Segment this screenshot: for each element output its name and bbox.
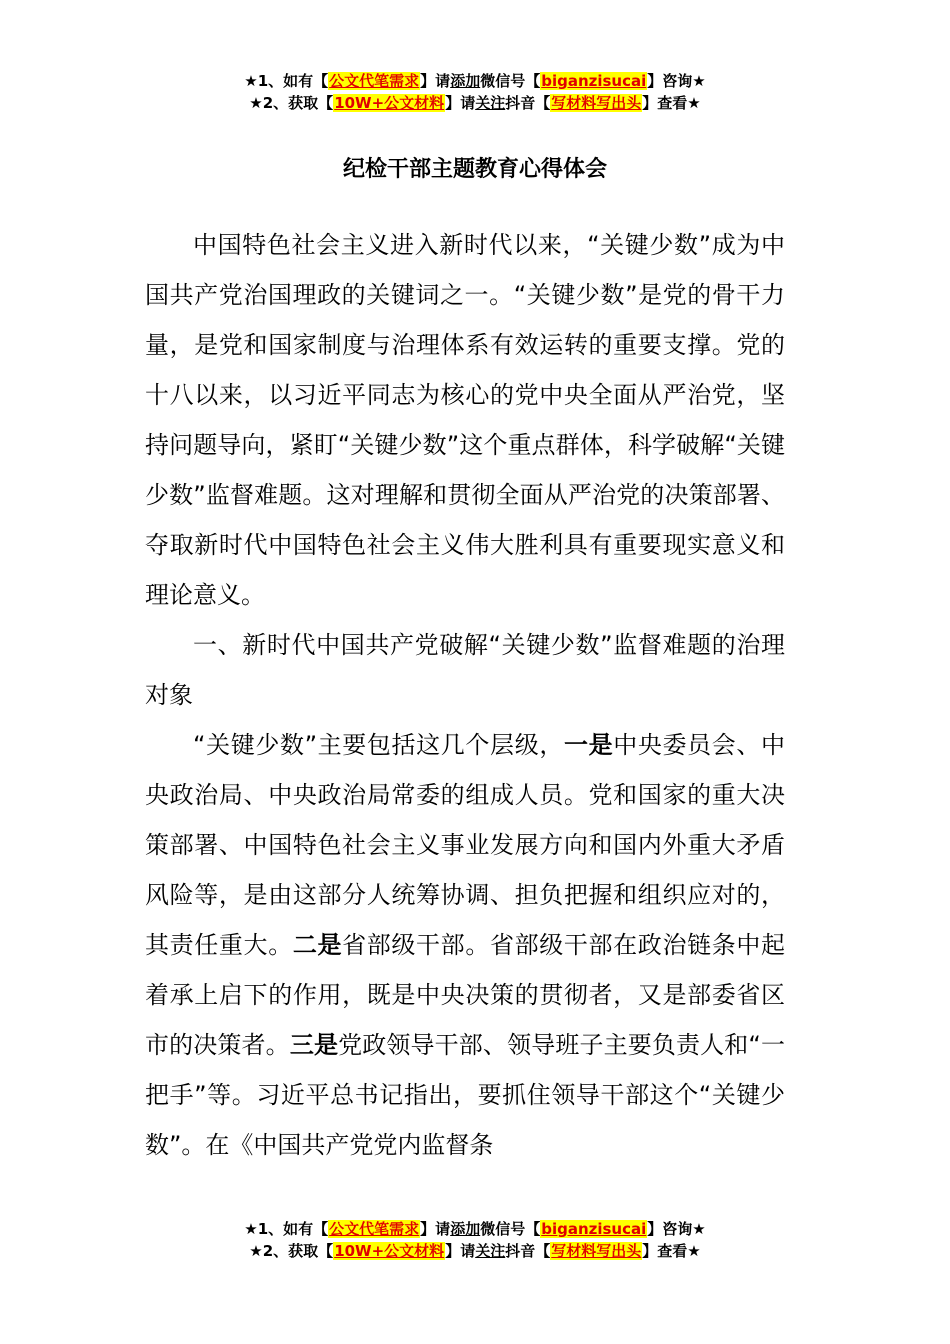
promo-underline: 关注 [475,1242,506,1260]
paragraph-text: 党政领导干部、领导班子主要负责人和“一把手”等。习近平总书记指出，要抓住领导干部这个“关键少数”。在《中国共产党党内监督条 [145,1031,786,1159]
promo-text: 微信号【 [480,72,541,90]
document-body [145,220,785,1170]
section-heading: 一、新时代中国共产党破解“关键少数”监督难题的治理对象 [145,631,785,709]
promo-text: ★1、如有【 [244,72,329,90]
promo-text: 】请 [420,1220,451,1238]
promo-highlight: biganzisucai [541,1220,647,1238]
promo-highlight: 公文代笔需求 [329,1220,420,1238]
promo-highlight: 写材料写出头 [551,94,642,112]
promo-highlight: 公文代笔需求 [329,72,420,90]
document-title: 纪检干部主题教育心得体会 [342,157,607,182]
promo-line-1 [0,1218,950,1240]
promo-text: ★2、获取【 [249,94,334,112]
bold-marker: 三是 [289,1031,339,1059]
promo-highlight: biganzisucai [541,72,647,90]
promo-text: ★1、如有【 [244,1220,329,1238]
promo-line-2 [0,1240,950,1262]
footer-promo [0,1218,950,1262]
body-paragraph: 中国特色社会主义进入新时代以来，“关键少数”成为中国共产党治国理政的关键词之一。“关键少数”是党的骨干力量，是党和国家制度与治理体系有效运转的重要支撑。党的十八以来，以习近平同志为核心的党中央全面从严治党，坚持问题导向，紧盯“关键少数”这个重点群体，科学破解“关键少数”监督难题。这对理解和贯彻全面从严治党的决策部署、夺取新时代中国特色社会主义伟大胜利具有重要现实意义和理论意义。 [145,231,785,609]
promo-line-2 [0,92,950,114]
promo-line-1 [0,70,950,92]
promo-text: 微信号【 [480,1220,541,1238]
promo-text: 】请 [445,94,476,112]
body-paragraph [145,720,785,1170]
paragraph-text: 省部级干部。省部级干部在政治链条中起着承上启下的作用，既是中央决策的贯彻者，又是部委省区市的决策者。 [145,931,786,1059]
promo-text: 抖音【 [505,94,551,112]
promo-text: 抖音【 [505,1242,551,1260]
bold-marker: 二是 [292,931,343,959]
promo-highlight: 10W+公文材料 [334,94,445,112]
promo-underline: 添加 [450,72,481,90]
promo-text: 】咨询★ [647,1220,706,1238]
promo-underline: 添加 [450,1220,481,1238]
promo-underline: 关注 [475,94,506,112]
paragraph-text: “关键少数”主要包括这几个层级， [193,731,564,759]
header-promo [0,70,950,114]
promo-highlight: 写材料写出头 [551,1242,642,1260]
promo-text: 】请 [420,72,451,90]
promo-text: 】查看★ [642,94,701,112]
promo-text: ★2、获取【 [249,1242,334,1260]
promo-text: 】请 [445,1242,476,1260]
bold-marker: 一是 [563,731,614,759]
promo-text: 】咨询★ [647,72,706,90]
promo-text: 】查看★ [642,1242,701,1260]
promo-highlight: 10W+公文材料 [334,1242,445,1260]
paragraph-text: 中央委员会、中央政治局、中央政治局常委的组成人员。党和国家的重大决策部署、中国特色社会主义事业发展方向和国内外重大矛盾风险等，是由这部分人统筹协调、担负把握和组织应对的，其责任重大。 [145,731,785,959]
